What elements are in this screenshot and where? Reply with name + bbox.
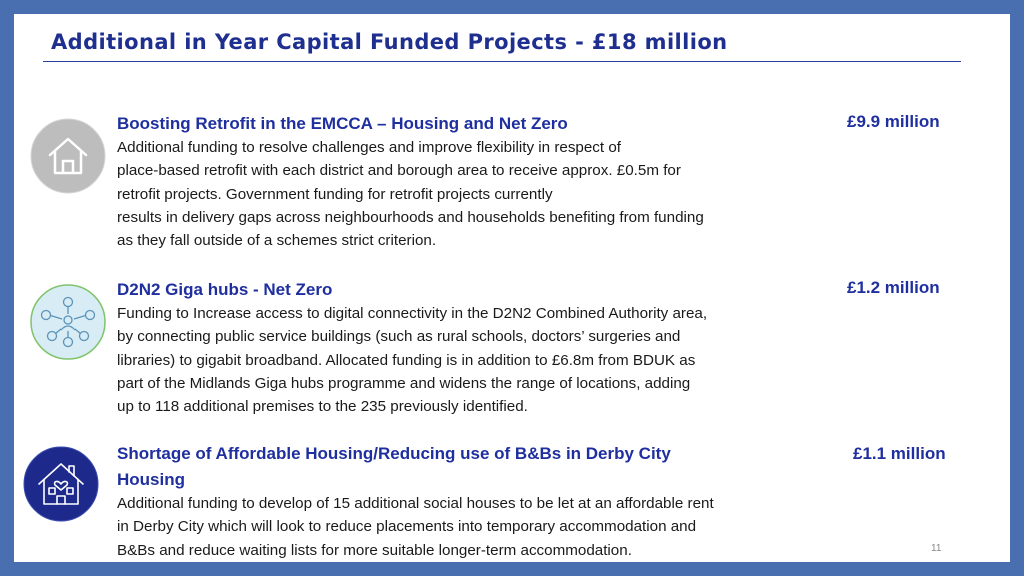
description-line: results in delivery gaps across neighbourhoods and households benefiting from funding	[117, 208, 704, 226]
project-amount: £9.9 million	[847, 112, 940, 131]
title-divider	[43, 61, 961, 62]
description-line: place-based retrofit with each district and borough area to receive approx. £0.5m for	[117, 162, 681, 180]
project-title-line: Housing	[117, 470, 185, 489]
project-title-line: Shortage of Affordable Housing/Reducing use of B&Bs in Derby City	[117, 444, 671, 463]
description-line: Additional funding to develop of 15 additional social houses to be let at an affordable rent	[117, 495, 714, 512]
project-amount: £1.1 million	[853, 444, 946, 463]
project-title	[117, 442, 671, 492]
description-line: libraries) to gigabit broadband. Allocated funding is in addition to £6.8m from BDUK as	[117, 351, 696, 369]
description-line: retrofit projects. Government funding for retrofit projects currently	[117, 185, 553, 203]
page-number: 11	[931, 543, 942, 554]
home-heart-icon	[23, 446, 99, 522]
description-line: in Derby City which will look to reduce placements into temporary accommodation and	[117, 518, 697, 536]
project-description	[117, 302, 837, 418]
project-description	[117, 492, 837, 562]
project-amount: £1.2 million	[847, 278, 940, 297]
page-title: Additional in Year Capital Funded Projects - £18 million	[51, 30, 728, 54]
description-line: B&Bs and reduce waiting lists for more suitable longer-term accommodation.	[117, 541, 632, 559]
house-icon	[30, 118, 106, 194]
project-description	[117, 136, 837, 252]
description-line: by connecting public service buildings (such as rural schools, doctors’ surgeries and	[117, 328, 681, 346]
slide	[14, 14, 1010, 562]
description-line: up to 118 additional premises to the 235 previously identified.	[117, 398, 528, 416]
description-line: Additional funding to resolve challenges and improve flexibility in respect of	[117, 139, 622, 156]
description-line: Funding to Increase access to digital connectivity in the D2N2 Combined Authority area,	[117, 305, 708, 322]
description-line: as they fall outside of a schemes strict criterion.	[117, 232, 437, 250]
project-title: D2N2 Giga hubs - Net Zero	[117, 280, 333, 299]
network-hub-icon	[30, 284, 106, 360]
description-line: part of the Midlands Giga hubs programme and widens the range of locations, adding	[117, 374, 691, 392]
project-title: Boosting Retrofit in the EMCCA – Housing and Net Zero	[117, 114, 568, 133]
